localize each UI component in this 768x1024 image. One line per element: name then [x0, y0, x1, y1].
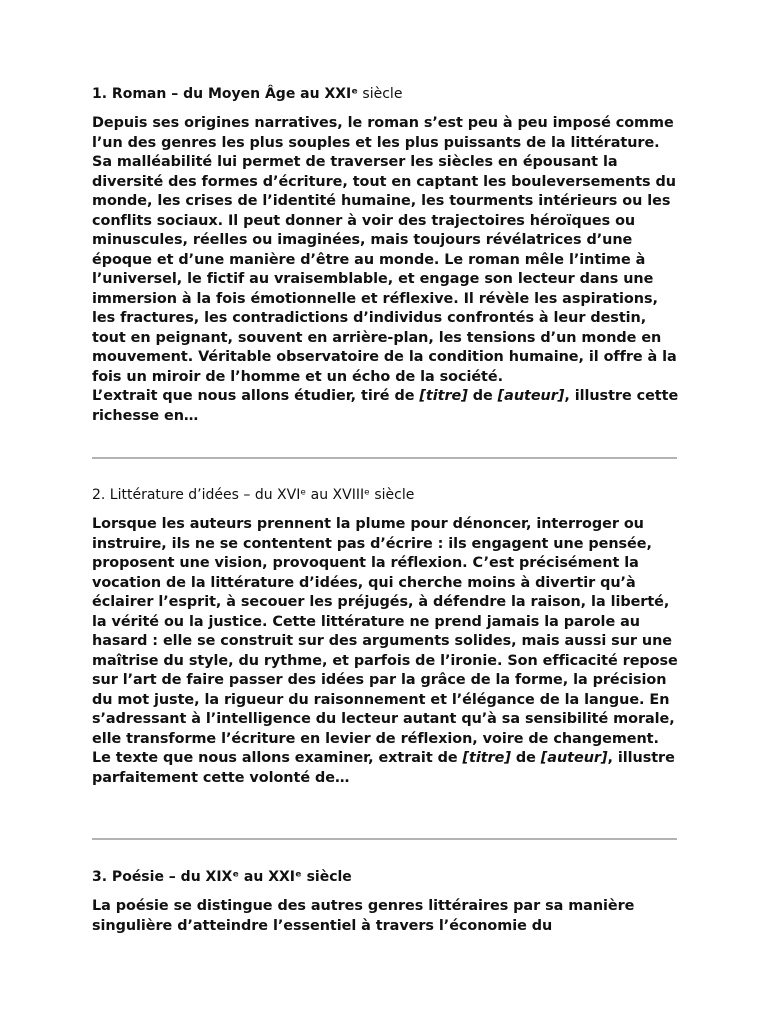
section-paragraph	[92, 114, 682, 426]
paragraph-closing-end: , illustre cette richesse en…	[92, 388, 679, 424]
heading-tail: siècle	[357, 86, 403, 102]
paragraph-closing-start: Le texte que nous allons examiner, extrait de	[92, 750, 463, 766]
section-paragraph	[92, 897, 682, 936]
heading-text: 3. Poésie – du XIXᵉ au XXIᵉ siècle	[92, 869, 352, 885]
paragraph-closing-start: L’extrait que nous allons étudier, tiré de	[92, 388, 420, 404]
section-poesie	[92, 867, 682, 936]
section-heading	[92, 867, 682, 887]
section-roman	[92, 84, 682, 426]
title-placeholder: [titre]	[419, 388, 468, 404]
section-heading	[92, 84, 682, 104]
author-placeholder: [auteur]	[497, 388, 565, 404]
title-placeholder: [titre]	[462, 750, 511, 766]
section-heading	[92, 485, 682, 505]
paragraph-closing-end: , illustre parfaitement cette volonté de…	[92, 750, 675, 786]
section-divider	[92, 457, 677, 459]
paragraph-lead: Lorsque les auteurs prennent la plume pour dénoncer, interroger ou instruire, ils ne se contentent pas d’écrire : ils engagent une pensée, proposent une vision, provoquent la réflexion. C’est précisément la vocation de la littérature d’idées, qui cherche moins à divertir qu’à éclairer l’esprit, à secouer les préjugés, à défendre la raison, la liberté, la vérité ou la justice. Cette littérature ne prend jamais la parole au hasard : elle se construit sur des arguments solides, mais aussi sur une maîtrise du style, du rythme, et parfois de l’ironie. Son efficacité repose sur l’art de faire passer des idées par la grâce de la forme, la précision du mot juste, la rigueur du raisonnement et l’élégance de la langue. En s’adressant à l’intelligence du lecteur autant qu’à sa sensibilité morale, elle transforme l’écriture en levier de réflexion, voire de changement.	[92, 516, 678, 747]
section-litterature-idees	[92, 485, 682, 788]
paragraph-lead: Depuis ses origines narratives, le roman s’est peu à peu imposé comme l’un des genres les plus souples et les plus puissants de la littérature. Sa malléabilité lui permet de traverser les siècles en épousant la diversité des formes d’écriture, tout en captant les bouleversements du monde, les crises de l’identité humaine, les tourments intérieurs ou les conflits sociaux. Il peut donner à voir des trajectoires héroïques ou minuscules, réelles ou imaginées, mais toujours révélatrices d’une époque et d’une manière d’être au monde. Le roman mêle l’intime à l’universel, le fictif au vraisemblable, et engage son lecteur dans une immersion à la fois émotionnelle et réflexive. Il révèle les aspirations, les fractures, les contradictions d’individus confrontés à leur destin, tout en peignant, souvent en arrière-plan, les tensions d’un monde en mouvement. Véritable observatoire de la condition humaine, il offre à la fois un miroir de l’homme et un écho de la société.	[92, 115, 677, 385]
paragraph-lead: La poésie se distingue des autres genres littéraires par sa manière singulière d’atteindre l’essentiel à travers l’économie du	[92, 898, 635, 934]
heading-text: 2. Littérature d’idées – du XVIᵉ au XVIIIᵉ siècle	[92, 487, 415, 503]
paragraph-closing-mid: de	[510, 750, 541, 766]
paragraph-closing-mid: de	[467, 388, 498, 404]
section-divider	[92, 838, 677, 840]
section-paragraph	[92, 515, 682, 788]
heading-text: 1. Roman – du Moyen Âge au XXIᵉ	[92, 86, 358, 102]
author-placeholder: [auteur]	[540, 750, 608, 766]
